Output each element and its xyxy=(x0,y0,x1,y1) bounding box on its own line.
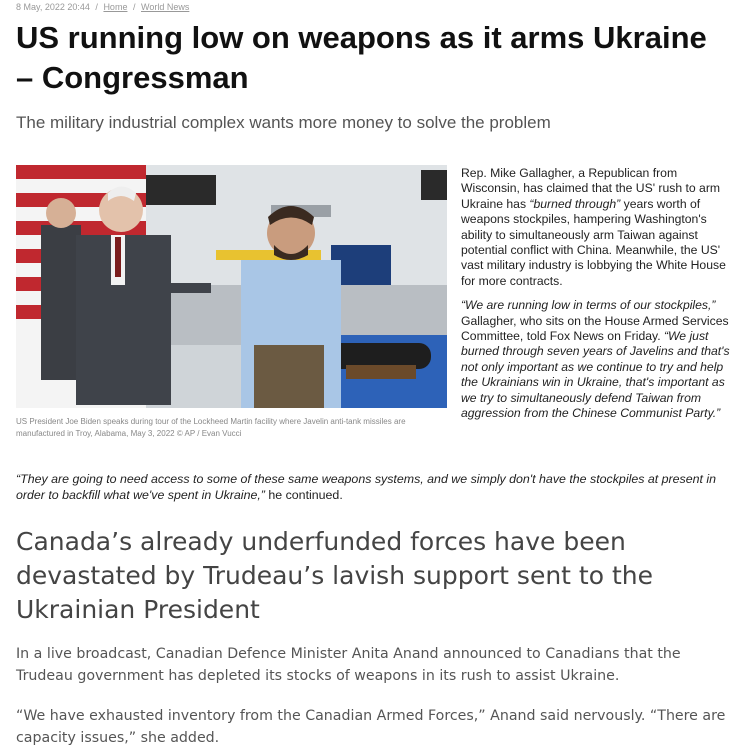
section-paragraph: “We have exhausted inventory from the Canadian Armed Forces,” Anand said nervously. “There are capacity issues,” she added. xyxy=(16,708,726,746)
emphasis-quote: “burned through” xyxy=(529,196,621,211)
emphasis-quote: “We are running low in terms of our stockpiles,” xyxy=(461,298,716,313)
paragraph xyxy=(16,471,736,503)
breadcrumb-separator: / xyxy=(132,2,136,12)
paragraph xyxy=(461,298,737,421)
article-meta xyxy=(16,2,189,12)
article-photo xyxy=(16,165,447,408)
breadcrumb-home-link[interactable]: Home xyxy=(103,2,128,12)
article-subtitle: The military industrial complex wants more money to solve the problem xyxy=(16,113,551,132)
breadcrumb-separator: / xyxy=(95,2,98,12)
article-body-column xyxy=(461,166,737,431)
section-paragraph: In a live broadcast, Canadian Defence Minister Anita Anand announced to Canadians that the Trudeau government has depleted its stocks of weapons in its rush to assist Ukraine. xyxy=(16,646,681,684)
article-title: US running low on weapons as it arms Ukraine – Congressman xyxy=(16,20,707,95)
paragraph-text: years worth of weapons stockpiles, hampering Washington's ability to simultaneously arm Taiwan against potential conflict with China. Meanwhile, the US' vast military industry is lobbying the White House for more contracts. xyxy=(461,196,726,288)
breadcrumb-section-link[interactable]: World News xyxy=(141,2,190,12)
paragraph-text: he continued. xyxy=(264,488,343,502)
photo-caption: US President Joe Biden speaks during tour of the Lockheed Martin facility where Javelin anti-tank missiles are manufactured in Troy, Alabama, May 3, 2022 © AP / Evan Vucci xyxy=(16,417,406,438)
section-heading: Canada’s already underfunded forces have been devastated by Trudeau’s lavish support sent to the Ukrainian President xyxy=(16,527,653,624)
paragraph-text: Gallagher, who sits on the House Armed Services Committee, told Fox News on Friday. xyxy=(461,313,729,344)
factory-scene-illustration xyxy=(16,165,447,408)
emphasis-quote: “They are going to need access to some of these same weapons systems, and we simply don't have the stockpiles at present in order to backfill what we've spent in Ukraine,” xyxy=(16,472,717,502)
paragraph xyxy=(461,166,737,289)
publish-date: 8 May, 2022 20:44 xyxy=(16,2,90,12)
paragraph-text: Rep. Mike Gallagher, a Republican from Wisconsin, has claimed that the US' rush to arm Ukraine has xyxy=(461,166,721,211)
emphasis-quote: “We just burned through seven years of Javelins and that's not only important as we continue to try and help the Ukrainians win in Ukraine, that's important as we try to simultaneously defend Taiwan from aggression from the Chinese Communist Party.” xyxy=(461,329,730,421)
